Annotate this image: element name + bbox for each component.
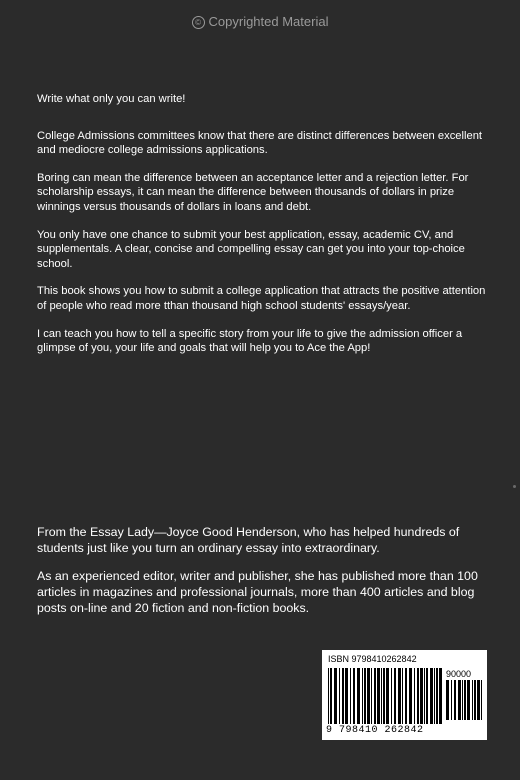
barcode-bar [409,668,412,724]
barcode-bar [330,668,332,724]
barcode-bar [353,668,355,724]
barcode-bar [345,668,348,724]
barcode-bar [474,680,476,720]
barcode-bar [328,668,329,724]
barcode-bar [446,680,449,720]
barcode-bar [454,680,456,720]
isbn-barcode [322,650,487,740]
barcode-bar [374,668,376,724]
barcode-bar [367,668,370,724]
barcode-bar [414,668,415,724]
isbn-label: ISBN 9798410262842 [328,654,417,664]
upper-blurb [37,92,489,369]
price-code: 90000 [446,669,472,679]
watermark-top [0,14,520,29]
barcode-bar [342,668,344,724]
barcode-bar [434,668,435,724]
edge-mark [513,485,516,488]
barcode-bar [462,680,463,720]
barcode-bar [362,668,363,724]
barcode-bar [436,668,438,724]
blurb-paragraph: This book shows you how to submit a college application that attracts the positive attention of people who read more tthan thousand high school students' essays/year. [37,285,486,312]
barcode-bar [424,668,425,724]
barcode-bar [464,680,466,720]
barcode-bar [439,668,442,724]
barcode-bar [467,680,470,720]
barcode-bar [357,668,360,724]
barcode-bar [402,668,403,724]
barcode-bar [371,668,372,724]
barcode-digits: 9 798410 262842 [326,725,424,736]
barcode-bar [377,668,380,724]
author-bio [37,524,497,628]
barcode-bar [383,668,385,724]
blurb-paragraph: You only have one chance to submit your best application, essay, academic CV, and supplementals. A clear, concise and compelling essay can get you into your top-choice school. [37,228,465,270]
barcode-bar [405,668,407,724]
barcode-bar [394,668,396,724]
barcode-bar [430,668,433,724]
blurb-paragraph: Boring can mean the difference between an acceptance letter and a rejection letter. For scholarship essays, it can mean the difference between thousands of dollars in prize winnings versus thousands of dollars in loans and debt. [37,171,469,213]
barcode-bar [391,668,392,724]
barcode-bar [350,668,351,724]
bio-paragraph: As an experienced editor, writer and publisher, she has published more than 100 articles in magazines and professional journals, more than 400 articles and blog posts on-line and 20 fiction and non-fiction books. [37,569,478,615]
barcode-bar [477,680,480,720]
barcode-bar [426,668,428,724]
blurb-paragraph: I can teach you how to tell a specific story from your life to give the admission officer a glimpse of you, your life and goals that will help you to Ace the App! [37,327,463,355]
blurb-paragraph: College Admissions committees know that there are distinct differences between excellent and mediocre college admissions applications. [37,129,483,157]
barcode-bar [481,680,482,720]
barcode-bars [328,668,442,724]
barcode-bar [334,668,337,724]
copyright-icon: © [192,16,205,29]
barcode-bar [364,668,366,724]
addon-barcode-bars [446,680,482,736]
barcode-bar [472,680,473,720]
barcode-bar [417,668,419,724]
barcode-bar [451,680,452,720]
barcode-bar [381,668,382,724]
barcode-bar [398,668,401,724]
barcode-bar [420,668,423,724]
headline: Write what only you can write! [37,93,186,105]
barcode-bar [458,680,461,720]
watermark-top-text: Copyrighted Material [208,14,329,29]
barcode-bar [386,668,389,724]
barcode-bar [339,668,340,724]
bio-paragraph: From the Essay Lady—Joyce Good Henderson, who has helped hundreds of students just like you turn an ordinary essay into extraordinary. [37,525,460,555]
